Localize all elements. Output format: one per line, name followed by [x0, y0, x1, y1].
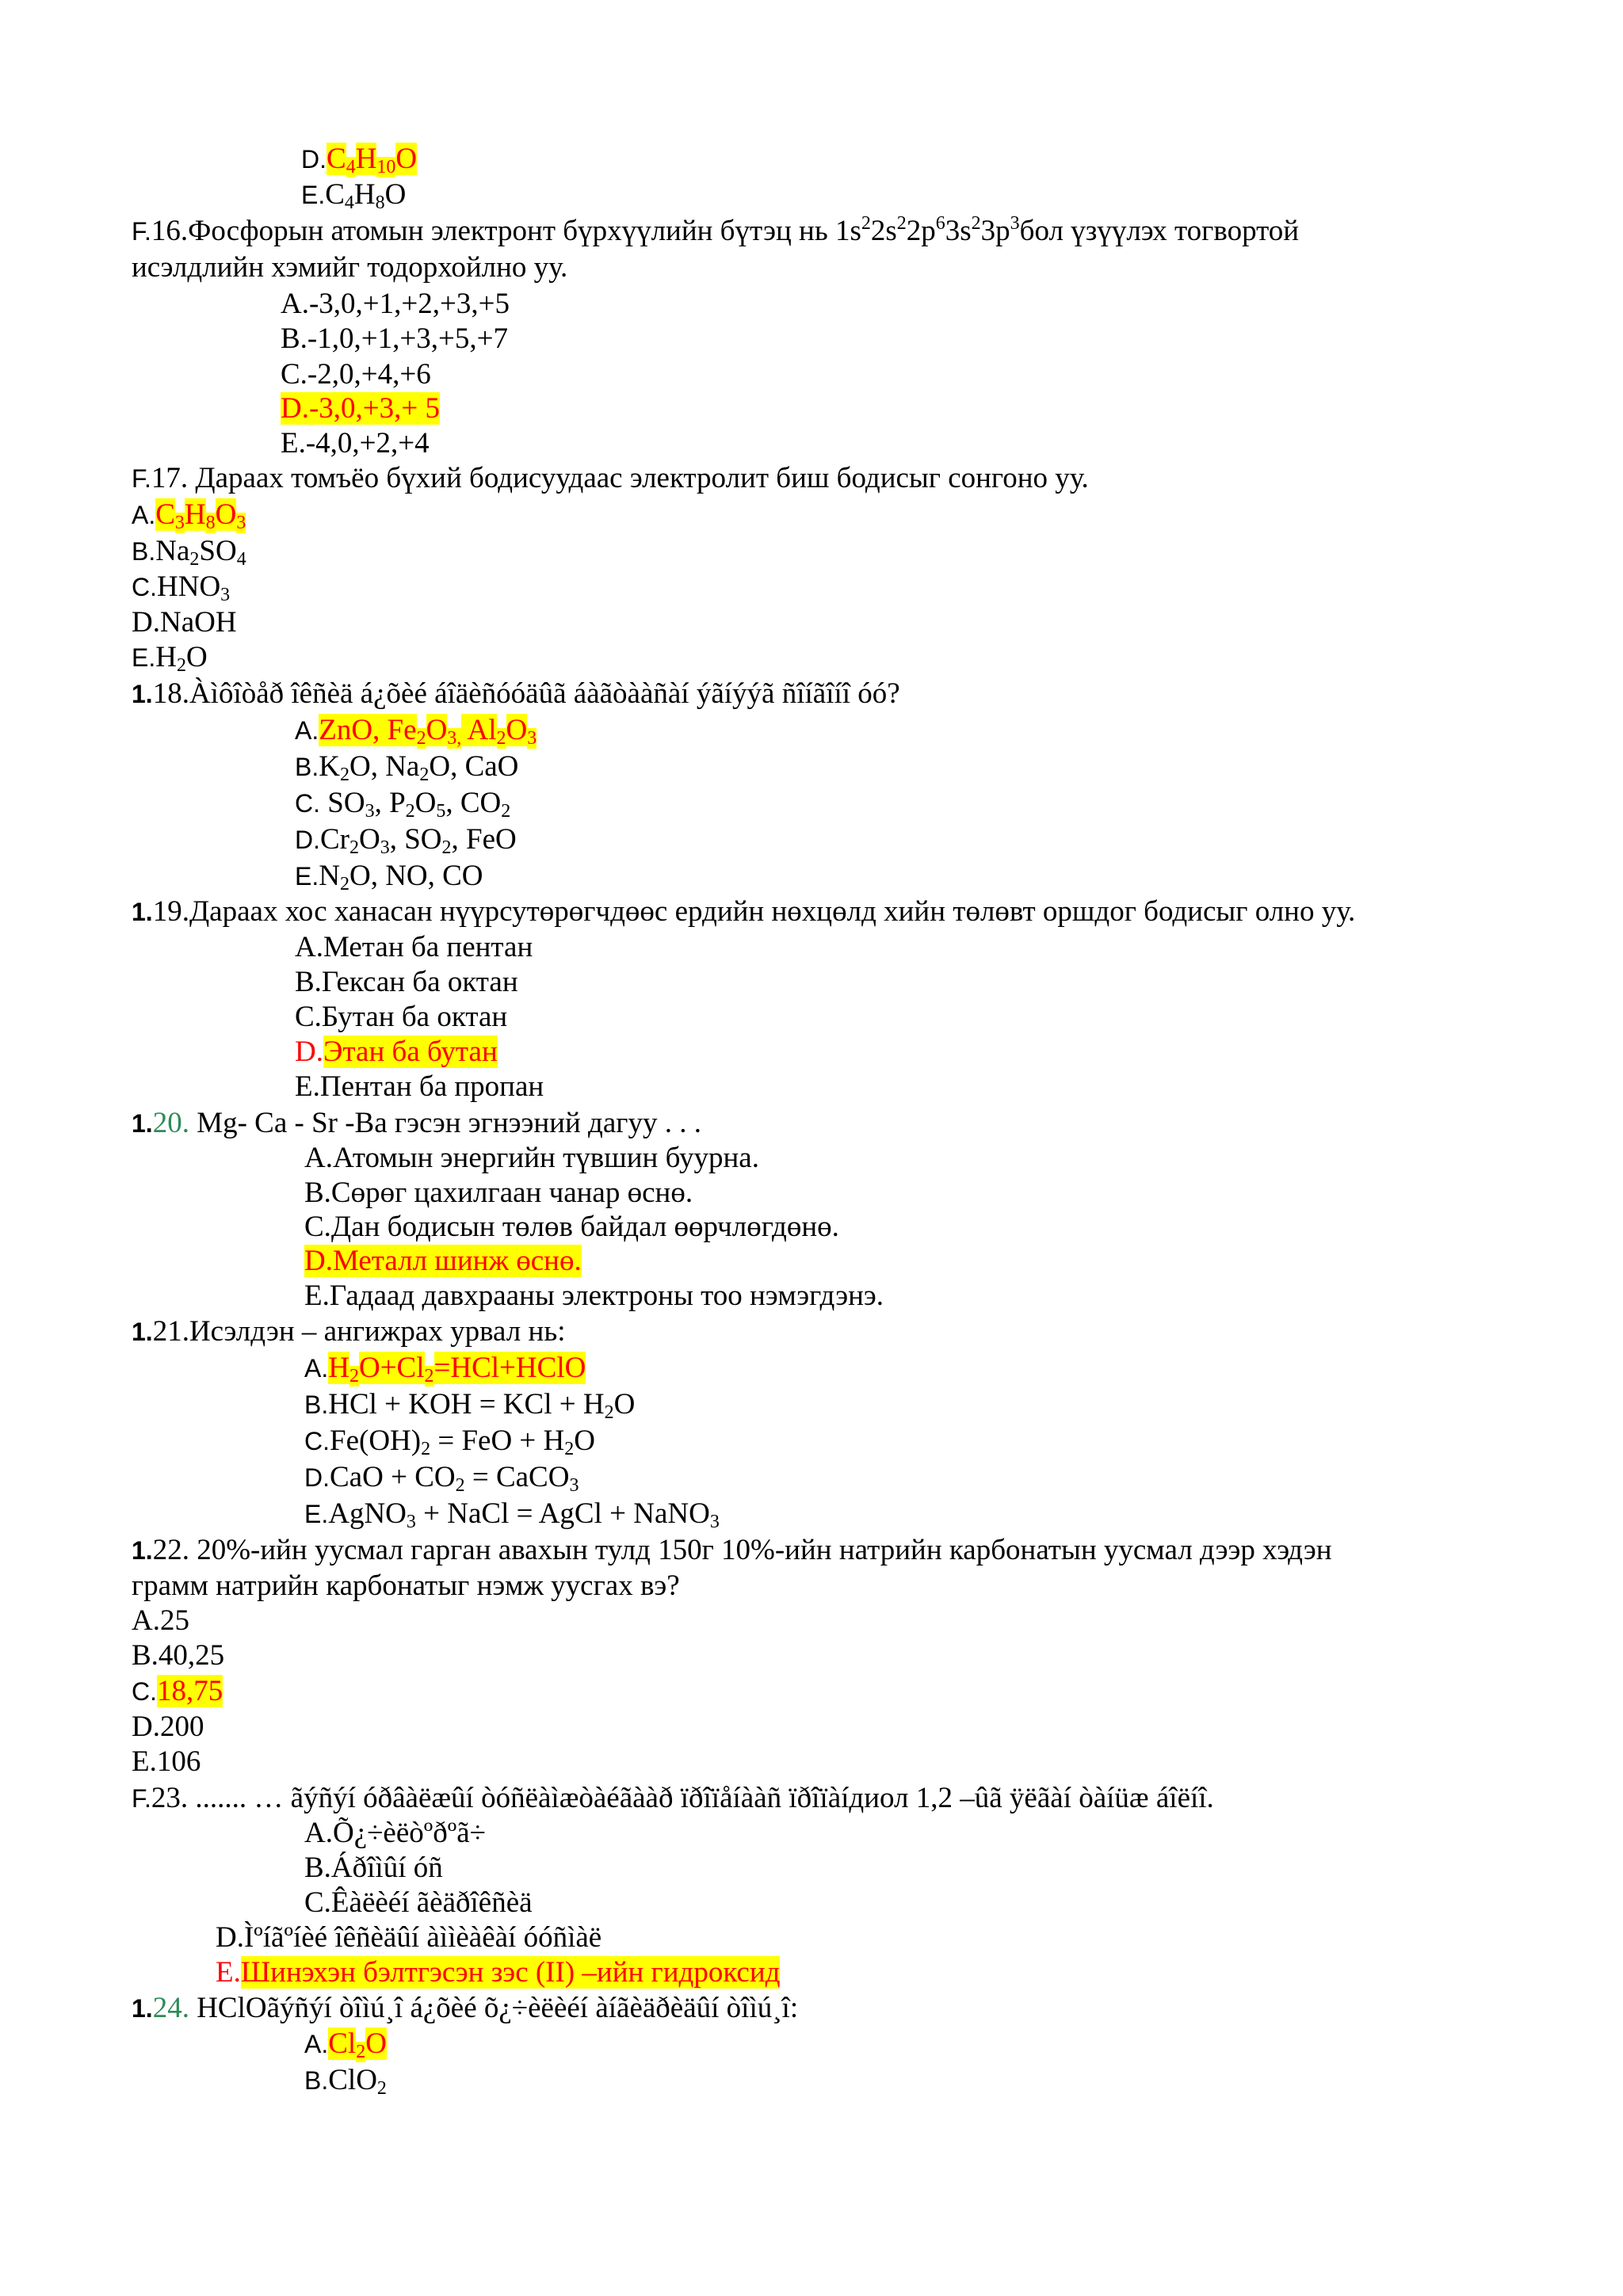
text-run: CaO + CO — [330, 1461, 456, 1493]
subscript-text: 2 — [339, 874, 349, 894]
text-run: ZnO, Fe — [319, 714, 417, 746]
text-line — [304, 2063, 387, 2098]
subscript-text: 3, — [447, 728, 462, 749]
text-line — [281, 322, 508, 357]
text-run: O — [359, 823, 380, 856]
text-run: H — [328, 1352, 349, 1384]
text-line — [132, 1604, 189, 1638]
text-run: D. — [301, 145, 327, 174]
text-run: 3s — [945, 215, 972, 247]
text-run: 2s — [870, 215, 897, 247]
text-run: 23. ....... … ãýñýí óðâàëæûí òóñëàìæòàéãààð ïðîïåíààñ ïðîïàíдиол 1,2 –ûã ÿëãàí òàíüæ áîëíî. — [151, 1782, 1214, 1814]
text-line — [132, 1991, 798, 2026]
text-run: 1. — [132, 1318, 153, 1346]
subscript-text: 8 — [375, 193, 385, 213]
text-run: , CO — [445, 787, 502, 819]
text-run: D. — [295, 1035, 323, 1068]
text-run: E. — [132, 643, 156, 672]
text-run: E. — [295, 862, 319, 891]
text-run: B.Гексан ба октан — [295, 966, 518, 998]
subscript-text: 2 — [376, 2078, 387, 2099]
text-run: A.Õ¿÷èëòºðºã÷ — [304, 1817, 486, 1849]
text-run: A.Метан ба пентан — [295, 931, 533, 963]
text-run: C. — [132, 573, 157, 601]
text-line — [304, 2027, 387, 2061]
subscript-text: 2 — [419, 765, 430, 785]
superscript-text: 2 — [971, 213, 981, 234]
text-run: C — [325, 178, 345, 211]
text-run: исэлдлийн хэмийг тодорхойлно уу. — [132, 251, 568, 284]
subscript-text: 2 — [424, 1366, 434, 1386]
text-run: H — [355, 143, 377, 175]
text-run: E.106 — [132, 1745, 201, 1778]
text-line — [132, 1745, 200, 1779]
text-run: D.Металл шинж өснө. — [304, 1245, 582, 1277]
subscript-text: 3 — [365, 801, 375, 822]
text-run: O — [365, 2027, 387, 2060]
text-run: C. — [132, 1677, 157, 1706]
text-line — [295, 822, 517, 857]
subscript-text: 3 — [380, 837, 390, 858]
text-line — [304, 1141, 759, 1176]
text-run: B.-1,0,+1,+3,+5,+7 — [281, 322, 508, 355]
text-run: , SO — [389, 823, 442, 856]
text-run: Mg- Ca - Sr -Ba гэсэн эгнээний дагуу . . . — [189, 1107, 701, 1139]
text-run: B. — [304, 1390, 329, 1419]
text-run: A. — [304, 2030, 329, 2058]
text-run: O+Cl — [358, 1352, 425, 1384]
text-run: D.NaOH — [132, 606, 237, 639]
text-run: C — [327, 143, 346, 175]
text-run: O — [215, 498, 237, 531]
subscript-text: 3 — [406, 1512, 416, 1532]
text-run: 1. — [132, 680, 153, 708]
text-run: Этан ба бутан — [323, 1035, 498, 1068]
text-run: C.Бутан ба октан — [295, 1001, 508, 1033]
text-run: H — [353, 178, 376, 211]
text-run: 22. 20%-ийн уусмал гарган авахын тулд 150г 10%-ийн натрийн карбонатын уусмал дээр хэдэн — [152, 1534, 1332, 1566]
superscript-text: 2 — [896, 213, 907, 234]
subscript-text: 2 — [176, 655, 186, 676]
text-run: B.40,25 — [132, 1639, 225, 1672]
subscript-text: 3 — [569, 1475, 579, 1496]
text-run: HClOãýñýí òîìú¸î á¿õèé õ¿÷èëèéí àíãèäðèäûí òîìú¸î: — [189, 1992, 799, 2024]
text-run: , FeO — [451, 823, 517, 856]
text-line — [304, 1460, 579, 1495]
text-line — [132, 1710, 204, 1745]
text-run: E.Пентан ба пропан — [295, 1070, 544, 1103]
text-line — [295, 859, 483, 894]
subscript-text: 2 — [405, 801, 415, 822]
text-line — [132, 1106, 701, 1141]
text-line — [132, 250, 567, 285]
text-line — [132, 1314, 565, 1349]
text-run: F. — [132, 217, 151, 246]
text-run: D.Ìºíãºíèé îêñèäûí àììèàêàí óóñìàë — [216, 1921, 602, 1954]
text-run: H — [155, 641, 177, 673]
text-run: HCl + KOH = KCl + H — [328, 1388, 605, 1421]
text-run: 1. — [132, 1536, 153, 1565]
text-run: E. — [304, 1500, 329, 1528]
text-line — [304, 1816, 486, 1851]
text-run: C. — [304, 1427, 330, 1455]
text-run: 1. — [132, 1109, 153, 1138]
text-run: C.Дан бодисын төлөв байдал өөрчлөгдөнө. — [304, 1211, 839, 1243]
text-run: E.-4,0,+2,+4 — [281, 427, 430, 460]
text-run: Cr — [320, 823, 349, 856]
text-line — [281, 426, 430, 461]
text-line — [295, 1035, 498, 1070]
subscript-text: 2 — [339, 765, 349, 785]
subscript-text: 4 — [344, 193, 354, 213]
text-run: B. — [304, 2066, 329, 2095]
text-run: A. — [132, 501, 156, 529]
text-run: + NaCl = AgCl + NaNO — [415, 1497, 710, 1530]
text-line — [132, 1569, 680, 1604]
subscript-text: 3 — [527, 728, 537, 749]
text-run: O, NO, CO — [349, 860, 483, 892]
text-run: 1. — [132, 898, 153, 926]
subscript-text: 2 — [356, 2042, 366, 2062]
text-run: E.Гадаад давхрааны электроны тоо нэмэгдэнэ. — [304, 1280, 884, 1312]
text-run: 19.Дараах хос ханасан нүүрсутөрөгчдөөс ердийн нөхцөлд хийн төлөвт оршдог бодисыг олно уу. — [152, 895, 1356, 928]
text-run: D.-3,0,+3,+ 5 — [281, 392, 441, 425]
text-line — [132, 894, 1355, 929]
text-run: O — [384, 178, 407, 211]
text-run: SO — [199, 535, 237, 567]
text-run: E. — [301, 181, 326, 209]
text-run: O — [574, 1425, 596, 1457]
text-line — [281, 391, 440, 426]
subscript-text: 2 — [496, 728, 506, 749]
text-run: HNO — [157, 570, 221, 603]
text-run: AgNO — [328, 1497, 407, 1530]
subscript-text: 5 — [436, 801, 446, 822]
text-run: E. — [216, 1956, 241, 1989]
text-line — [295, 713, 537, 748]
text-run: C.-2,0,+4,+6 — [281, 358, 431, 391]
subscript-text: 3 — [174, 513, 185, 533]
subscript-text: 2 — [416, 728, 426, 749]
text-run: Fe(OH) — [330, 1425, 422, 1457]
text-run: O — [185, 641, 208, 673]
text-run: C.Êàëèéí ãèäðîêñèä — [304, 1886, 533, 1919]
text-run: =HCl+HClO — [433, 1352, 586, 1384]
text-line — [295, 1000, 507, 1035]
text-run: бол үзүүлэх тогвортой — [1019, 215, 1300, 247]
text-run: Шинэхэн бэлтгэсэн зэс (II) –ийн гидроксид — [240, 1956, 781, 1989]
text-run: 16.Фосфорын атомын электронт бүрхүүлийн бүтэц нь 1s — [151, 215, 861, 247]
text-run: O — [414, 787, 437, 819]
text-line — [132, 1533, 1332, 1568]
subscript-text: 2 — [564, 1439, 575, 1459]
text-run: O, CaO — [429, 750, 519, 783]
text-run: O — [395, 143, 418, 175]
text-line — [281, 287, 510, 322]
text-run: C — [155, 498, 175, 531]
text-line — [295, 930, 533, 965]
subscript-text: 3 — [709, 1512, 720, 1532]
text-run: O — [426, 714, 448, 746]
text-run: ClO — [328, 2064, 377, 2096]
text-line — [301, 177, 406, 212]
text-line — [132, 214, 1299, 249]
text-run: N — [319, 860, 340, 892]
subscript-text: 2 — [349, 837, 359, 858]
subscript-text: 10 — [376, 157, 396, 177]
text-run: D.200 — [132, 1711, 204, 1743]
text-run: 1. — [132, 1994, 153, 2023]
subscript-text: 3 — [220, 585, 231, 605]
text-run: SO — [320, 787, 365, 819]
text-line — [304, 1387, 635, 1422]
text-line — [295, 965, 518, 1000]
text-run: грамм натрийн карбонатыг нэмж уусгах вэ? — [132, 1569, 680, 1602]
superscript-text: 3 — [1010, 213, 1020, 234]
subscript-text: 2 — [501, 801, 511, 822]
text-run: D. — [295, 826, 320, 854]
text-run: = FeO + H — [430, 1425, 565, 1457]
text-run: Cl — [328, 2027, 357, 2060]
text-line — [216, 1955, 780, 1990]
text-line — [132, 461, 1089, 496]
text-line — [295, 749, 518, 784]
text-run: B. — [295, 753, 319, 781]
text-line — [304, 1851, 443, 1886]
text-line — [304, 1176, 693, 1211]
text-run: 20. — [152, 1107, 189, 1139]
superscript-text: 6 — [935, 213, 945, 234]
text-line — [216, 1920, 601, 1955]
text-line — [304, 1497, 720, 1531]
superscript-text: 2 — [861, 213, 871, 234]
subscript-text: 8 — [205, 513, 216, 533]
text-line — [132, 1674, 223, 1709]
subscript-text: 3 — [236, 513, 246, 533]
text-run: O, Na — [349, 750, 420, 783]
text-line — [304, 1210, 839, 1245]
text-line — [132, 1638, 224, 1673]
text-line — [304, 1244, 582, 1279]
text-line — [132, 498, 246, 532]
text-run: B. — [132, 537, 156, 566]
subscript-text: 4 — [346, 157, 356, 177]
text-run: 18.Àìôîòåð îêñèä á¿õèé áîäèñóóäûã áàãòààñàí ýãíýýã ñîíãîíî óó? — [152, 677, 900, 710]
text-run: O — [506, 714, 528, 746]
text-line — [281, 357, 431, 392]
subscript-text: 4 — [236, 549, 246, 570]
subscript-text: 2 — [604, 1402, 614, 1423]
text-line — [295, 1070, 544, 1104]
text-line — [304, 1351, 586, 1386]
text-run: Na — [155, 535, 190, 567]
text-run: 3p — [980, 215, 1010, 247]
text-line — [301, 142, 417, 177]
text-line — [132, 570, 230, 605]
text-run: , P — [374, 787, 406, 819]
text-run: C. — [295, 789, 320, 818]
text-line — [304, 1424, 595, 1459]
text-run: Al — [461, 714, 497, 746]
text-run: 24. — [152, 1992, 189, 2024]
subscript-text: 2 — [421, 1439, 431, 1459]
text-line — [304, 1279, 884, 1314]
text-run: A.-3,0,+1,+2,+3,+5 — [281, 288, 510, 320]
text-line — [132, 534, 246, 569]
text-run: O — [613, 1388, 636, 1421]
text-run: B.Сөрөг цахилгаан чанар өснө. — [304, 1177, 693, 1209]
text-run: 21.Исэлдэн – ангижрах урвал нь: — [152, 1315, 566, 1348]
subscript-text: 2 — [349, 1366, 359, 1386]
text-line — [304, 1886, 533, 1920]
text-run: F. — [132, 464, 151, 493]
text-run: A.25 — [132, 1604, 189, 1637]
text-run: 18,75 — [157, 1675, 223, 1707]
text-line — [295, 786, 510, 821]
text-line — [132, 1781, 1214, 1816]
subscript-text: 2 — [189, 549, 200, 570]
text-run: A. — [304, 1354, 329, 1383]
text-run: 17. Дараах томъёо бүхий бодисуудаас электролит биш бодисыг сонгоно уу. — [151, 462, 1089, 494]
text-run: D. — [304, 1463, 330, 1492]
text-run: 2p — [906, 215, 936, 247]
text-run: A. — [295, 716, 319, 745]
subscript-text: 2 — [455, 1475, 465, 1496]
text-run: K — [319, 750, 340, 783]
subscript-text: 2 — [441, 837, 452, 858]
text-run: F. — [132, 1784, 151, 1813]
text-run: A.Атомын энергийн түвшин буурна. — [304, 1142, 759, 1174]
text-line — [132, 605, 237, 640]
text-run: H — [184, 498, 206, 531]
text-line — [132, 640, 208, 675]
text-run: B.Áðîìûí óñ — [304, 1852, 443, 1884]
text-run: = CaCO — [464, 1461, 570, 1493]
text-line — [132, 677, 900, 711]
